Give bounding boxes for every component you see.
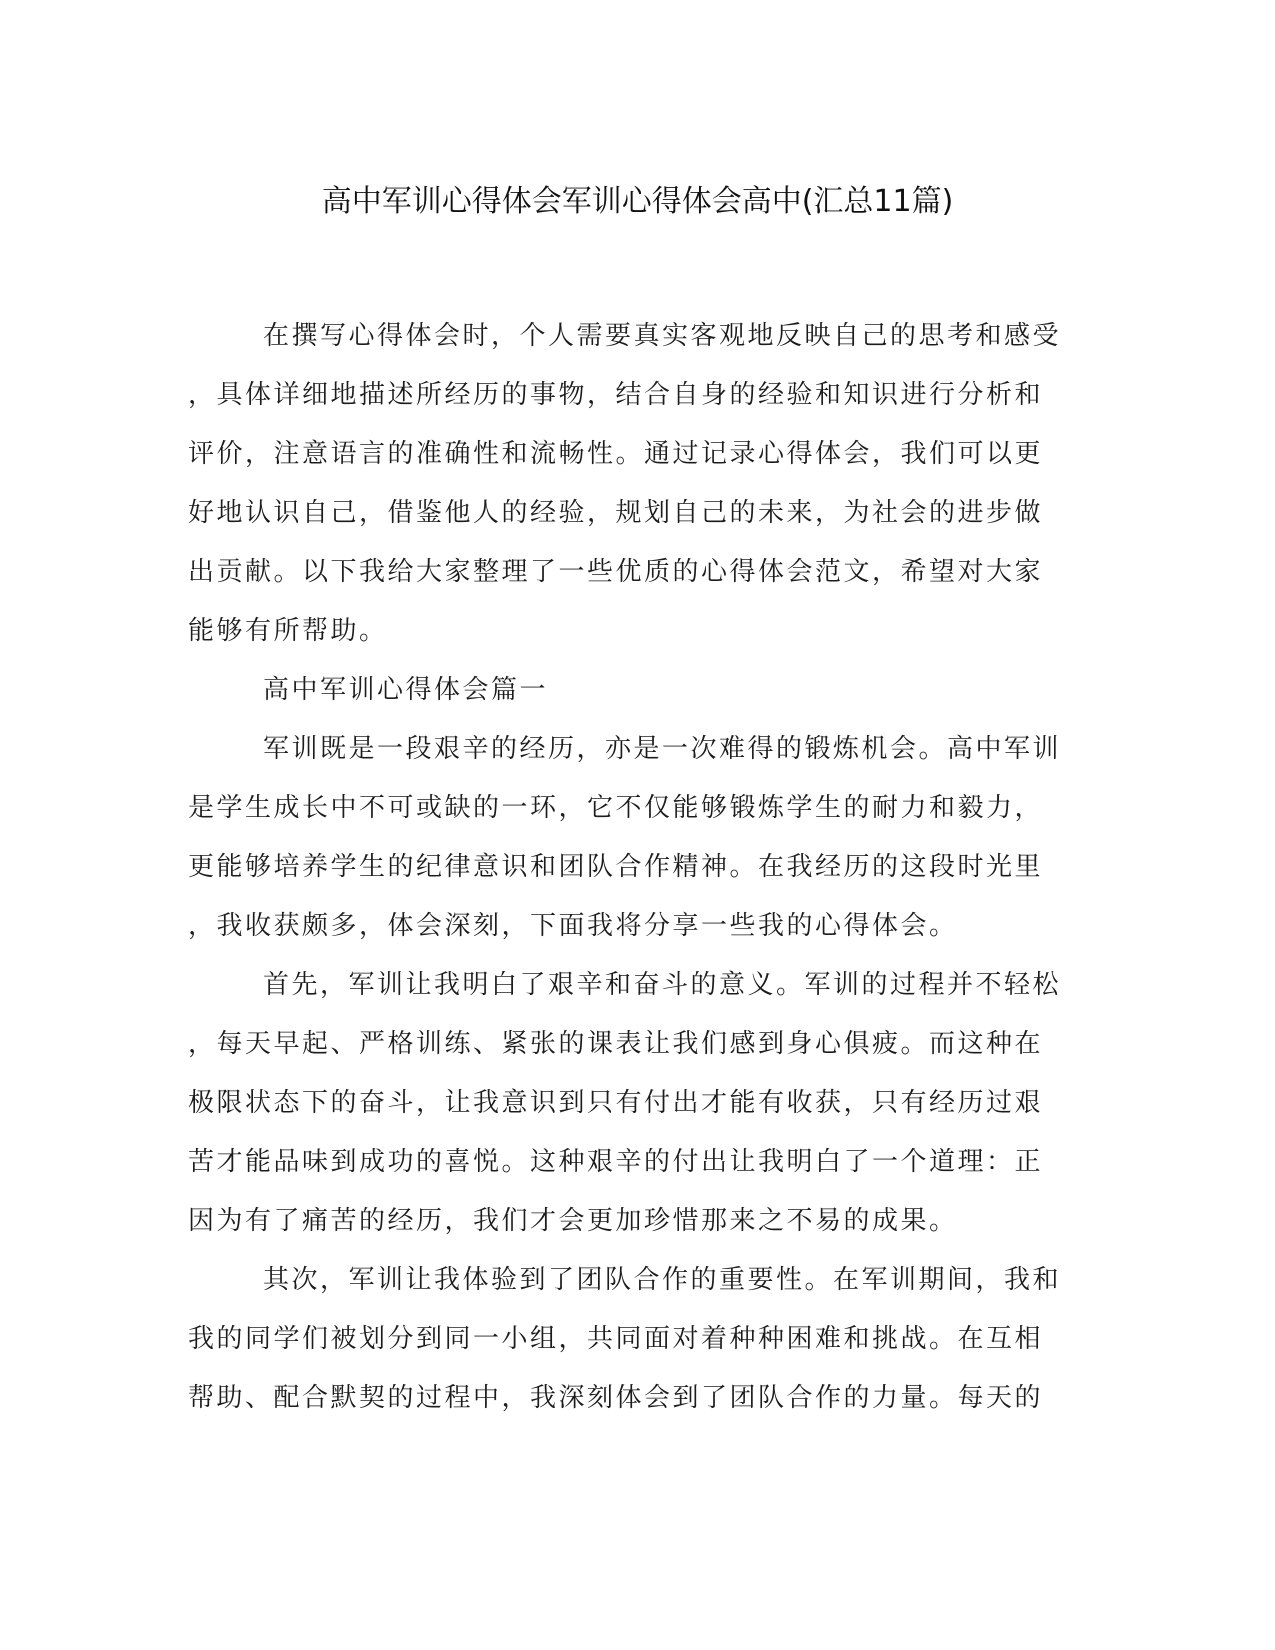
paragraph-2-line-3: 极限状态下的奋斗，让我意识到只有付出才能有收获，只有经历过艰 [188,1088,1044,1118]
intro-line-6: 能够有所帮助。 [188,616,388,646]
paragraph-2-line-1: 首先，军训让我明白了艰辛和奋斗的意义。军训的过程并不轻松 [263,970,1062,1000]
paragraph-1-line-3: 更能够培养学生的纪律意识和团队合作精神。在我经历的这段时光里 [188,852,1044,882]
paragraph-1-line-2: 是学生成长中不可或缺的一环，它不仅能够锻炼学生的耐力和毅力， [188,793,1044,823]
paragraph-3-line-2: 我的同学们被划分到同一小组，共同面对着种种困难和挑战。在互相 [188,1324,1044,1354]
paragraph-1-line-4: ，我收获颇多，体会深刻，下面我将分享一些我的心得体会。 [188,911,958,941]
paragraph-3-line-1: 其次，军训让我体验到了团队合作的重要性。在军训期间，我和 [263,1265,1062,1295]
paragraph-1-line-1: 军训既是一段艰辛的经历，亦是一次难得的锻炼机会。高中军训 [263,734,1062,764]
document-title: 高中军训心得体会军训心得体会高中(汇总11篇) [321,184,954,219]
intro-line-3: 评价，注意语言的准确性和流畅性。通过记录心得体会，我们可以更 [188,439,1044,469]
section-heading: 高中军训心得体会篇一 [263,675,549,705]
intro-line-1: 在撰写心得体会时，个人需要真实客观地反映自己的思考和感受 [263,321,1062,351]
paragraph-2-line-4: 苦才能品味到成功的喜悦。这种艰辛的付出让我明白了一个道理：正 [188,1147,1044,1177]
paragraph-3-line-3: 帮助、配合默契的过程中，我深刻体会到了团队合作的力量。每天的 [188,1383,1044,1413]
intro-line-2: ，具体详细地描述所经历的事物，结合自身的经验和知识进行分析和 [188,380,1044,410]
intro-line-5: 出贡献。以下我给大家整理了一些优质的心得体会范文，希望对大家 [188,557,1044,587]
paragraph-2-line-2: ，每天早起、严格训练、紧张的课表让我们感到身心俱疲。而这种在 [188,1029,1044,1059]
intro-line-4: 好地认识自己，借鉴他人的经验，规划自己的未来，为社会的进步做 [188,498,1044,528]
paragraph-2-line-5: 因为有了痛苦的经历，我们才会更加珍惜那来之不易的成果。 [188,1206,958,1236]
